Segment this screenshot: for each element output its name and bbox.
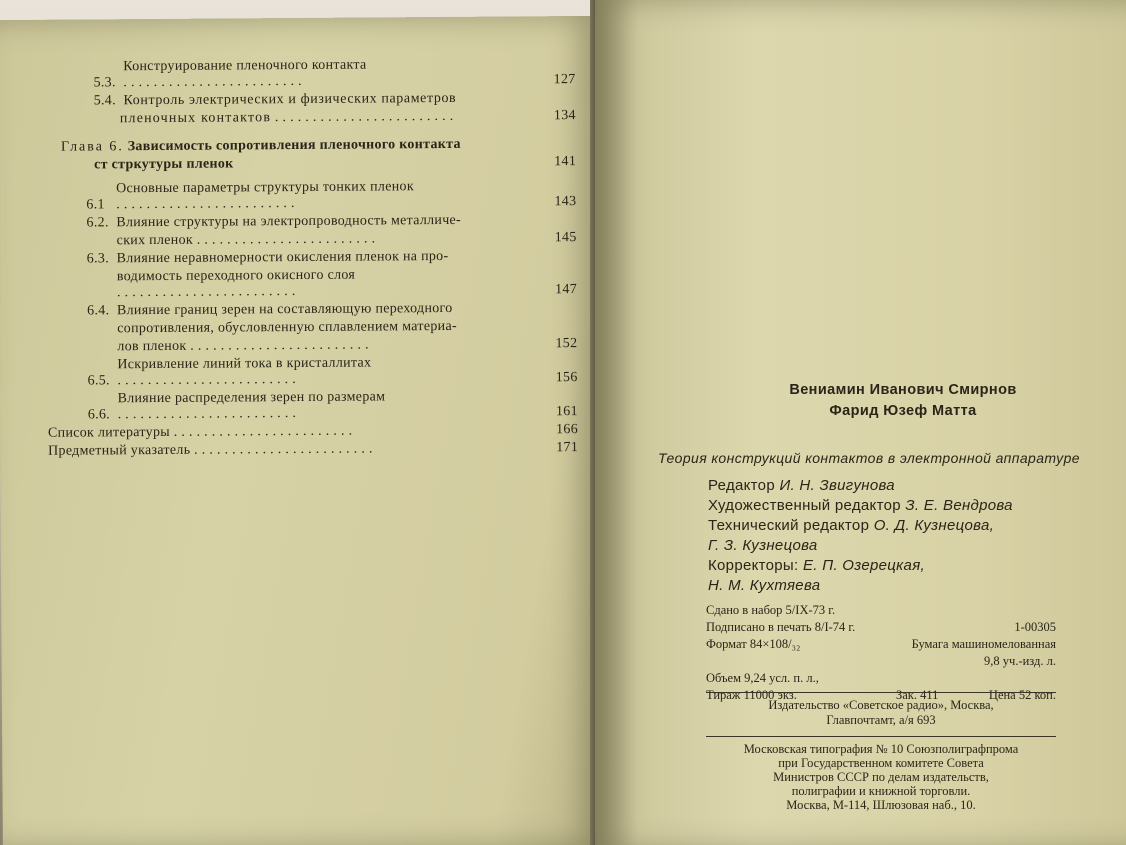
tirage: Тираж 11000 экз.: [706, 688, 797, 702]
order: Зак. 411: [896, 688, 939, 702]
publisher-line: Главпочтамт, а/я 693: [826, 713, 936, 727]
toc-entry-cont: [46, 108, 576, 128]
print-line: при Государственном комитете Совета: [778, 756, 984, 770]
toc-page: 161: [555, 404, 578, 420]
toc-text: пленочных контактов: [119, 110, 272, 127]
staff-line: [708, 516, 1013, 536]
toc-entry-cont: [47, 336, 577, 356]
staff-name: Г. З. Кузнецова: [708, 537, 818, 554]
uch-izd: 9,8 уч.-изд. л.: [984, 654, 1056, 668]
book-title: Теория конструкций контактов в электронной аппаратуре: [658, 450, 1080, 466]
toc-page: 166: [556, 422, 579, 438]
toc-entry: [48, 440, 578, 460]
toc-num: 6.4.: [87, 303, 110, 319]
table-of-contents: [45, 56, 578, 462]
staff-line: [708, 556, 1013, 576]
toc-text: Основные параметры структуры тонких пленок: [116, 179, 414, 197]
toc-num: 6.6.: [87, 407, 111, 423]
staff-line: [708, 476, 1013, 496]
authors: [600, 380, 1126, 422]
toc-text: сопротивления, обусловленную сплавлением материа-: [117, 318, 457, 337]
toc-num: 5.3.: [93, 75, 116, 91]
staff-name: О. Д. Кузнецова,: [873, 517, 995, 534]
toc-entry: [45, 56, 575, 92]
toc-text: Искривление линий тока в кристаллитах: [117, 355, 372, 373]
staff-role: Технический редактор: [708, 517, 870, 534]
toc-entry: [48, 388, 578, 424]
paper: Бумага машиномелованная: [911, 637, 1056, 651]
toc-entry: [47, 248, 577, 268]
publisher-line: Издательство «Советское радио», Москва,: [768, 698, 994, 712]
toc-page: 147: [555, 282, 578, 298]
print-line: Москва, М-114, Шлюзовая наб., 10.: [786, 798, 976, 812]
print-facts: [706, 602, 1056, 704]
toc-text: Предметный указатель: [48, 442, 191, 459]
toc-page: 143: [554, 194, 577, 210]
toc-text: Контроль электрических и физических параметров: [123, 90, 457, 109]
staff-role: Корректоры:: [708, 557, 799, 574]
staff-list: [708, 476, 1013, 596]
price: Цена 52 коп.: [988, 688, 1056, 702]
printing-house: [706, 742, 1056, 812]
divider-1: [706, 692, 1056, 693]
sent-date: Сдано в набор 5/IX-73 г.: [706, 603, 836, 617]
volume: Объем 9,24 усл. п. л.,: [706, 671, 819, 685]
staff-line: [708, 576, 1013, 596]
toc-chapter: [46, 136, 576, 174]
toc-entry-cont: [47, 266, 577, 302]
toc-text: ских пленок: [116, 232, 194, 249]
print-line: Министров СССР по делам издательств,: [773, 770, 989, 784]
staff-name: Н. М. Кухтяева: [708, 577, 821, 594]
toc-page: 127: [553, 72, 576, 88]
staff-line: [708, 496, 1013, 516]
toc-entry: [46, 212, 576, 232]
toc-text: Влияние распределения зерен по размерам: [117, 389, 386, 407]
toc-page: 171: [556, 440, 579, 456]
toc-entry: [48, 422, 578, 442]
format: Формат 84×108/₃₂: [706, 637, 801, 651]
toc-text: водимость переходного окисного слоя: [116, 267, 356, 285]
toc-num: 6.3.: [86, 251, 110, 267]
author-1: Вениамин Иванович Смирнов: [789, 382, 1017, 398]
print-line: Московская типография № 10 Союзполиграфпрома: [743, 742, 1019, 756]
toc-text: Влияние неравномерности окисления пленок на про-: [116, 248, 449, 267]
toc-text: Влияние границ зерен на составляющую переходного: [116, 300, 453, 319]
author-2: Фарид Юзеф Матта: [829, 403, 977, 419]
staff-name: З. Е. Вендрова: [905, 497, 1013, 514]
toc-page: 152: [555, 336, 578, 352]
staff-role: Редактор: [708, 477, 775, 494]
signed-date: Подписано в печать 8/I-74 г.: [706, 620, 856, 634]
publisher: [706, 698, 1056, 728]
toc-text: лов пленок: [117, 338, 187, 355]
imprint-block: [600, 380, 1126, 812]
toc-num: 6.1: [86, 197, 105, 213]
toc-page: 141: [554, 154, 577, 170]
chapter-title: Зависимость сопротивления пленочного контакта: [127, 136, 461, 155]
toc-text: Список литературы: [47, 424, 170, 441]
toc-text: Конструирование пленочного контакта: [123, 57, 367, 75]
toc-entry: [47, 354, 577, 390]
divider-2: [706, 736, 1056, 737]
toc-text: Влияние структуры на электропроводность металличе-: [116, 212, 462, 231]
toc-entry-cont: [47, 230, 577, 250]
staff-name: И. Н. Звигунова: [779, 477, 895, 494]
code: 1-00305: [1014, 620, 1056, 634]
toc-entry: [46, 90, 576, 110]
toc-page: 134: [553, 108, 576, 124]
left-page: [0, 16, 603, 845]
toc-num: 6.5.: [87, 373, 110, 389]
toc-num: 6.2.: [86, 215, 109, 231]
toc-entry: [47, 300, 577, 320]
chapter-title-2: ст стркутуры пленок: [94, 156, 234, 173]
toc-page: 145: [554, 230, 577, 246]
staff-role: Художественный редактор: [708, 497, 901, 514]
toc-entry-cont: [47, 318, 577, 338]
print-line: полиграфии и книжной торговли.: [791, 784, 971, 798]
chapter-label: Глава 6.: [60, 139, 124, 155]
toc-page: 156: [555, 370, 578, 386]
toc-entry: [46, 178, 576, 214]
toc-num: 5.4.: [93, 93, 116, 109]
staff-line: [708, 536, 1013, 556]
staff-name: Е. П. Озерецкая,: [802, 557, 925, 574]
